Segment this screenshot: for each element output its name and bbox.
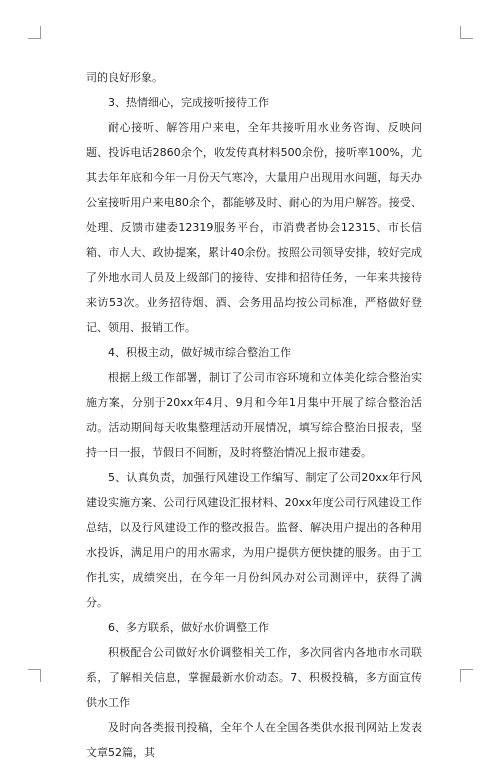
- paragraph-reception: 耐心接听、解答用户来电，全年共接听用水业务咨询、反映问题、投诉电话2860余个，收发传真材料500余份，接听率100%，尤其去年年底和今年一月份天气寒冷，大量用户出现用水问题，每天办公室接听用户来电80余个，都能够及时、耐心的为用户解答。接受、处理、反馈市建委12319服务平台，市消费者协会12315、市长信箱、市人大、政协提案，累计40余份。按照公司领导安排，较好完成了外地水司人员及上级部门的接待、安排和招待任务，一年来共接待来访53次。业务招待烟、酒、会务用品均按公司标准，严格做好登记、领用、报销工作。: [86, 121, 422, 334]
- section-heading-4: 4、积极主动，做好城市综合整治工作: [108, 346, 291, 359]
- section-heading-6: 6、多方联系，做好水价调整工作: [108, 621, 269, 634]
- document-body: [86, 65, 422, 765]
- paragraph-continuation: 司的良好形象。: [86, 71, 163, 84]
- paragraph-water-price: 积极配合公司做好水价调整相关工作，多次同省内各地市水司联系，了解相关信息，掌握最新水价动态。7、积极投稿，多方面宣传供水工作: [86, 646, 422, 709]
- paragraph-city-rectification: 根据上级工作部署，制订了公司市容环境和立体美化综合整治实施方案，分别于20xx年4月、9月和今年1月集中开展了综合整治活动。活动期间每天收集整理活动开展情况，填写综合整治日报表，坚持一日一报，节假日不间断，及时将整治情况上报市建委。: [86, 371, 422, 459]
- section-heading-3: 3、热情细心，完成接听接待工作: [108, 96, 269, 109]
- crop-mark-top-left: [28, 26, 41, 39]
- paragraph-submissions: 及时向各类报刊投稿，全年个人在全国各类供水报刊网站上发表文章52篇，其: [86, 721, 422, 759]
- crop-mark-bottom-left: [28, 669, 41, 682]
- crop-mark-top-right: [460, 26, 473, 39]
- crop-mark-bottom-right: [460, 669, 473, 682]
- section-heading-5: 5、认真负责，加强行风建设工作编写、制定了公司20xx年行风建设实施方案、公司行风建设汇报材料、20xx年度公司行风建设工作总结，以及行风建设工作的整改报告。监督、解决用户提出的各种用水投诉，满足用户的用水需求，为用户提供方便快捷的服务。由于工作扎实，成绩突出，在今年一月份纠风办对公司测评中，获得了满分。: [86, 471, 422, 609]
